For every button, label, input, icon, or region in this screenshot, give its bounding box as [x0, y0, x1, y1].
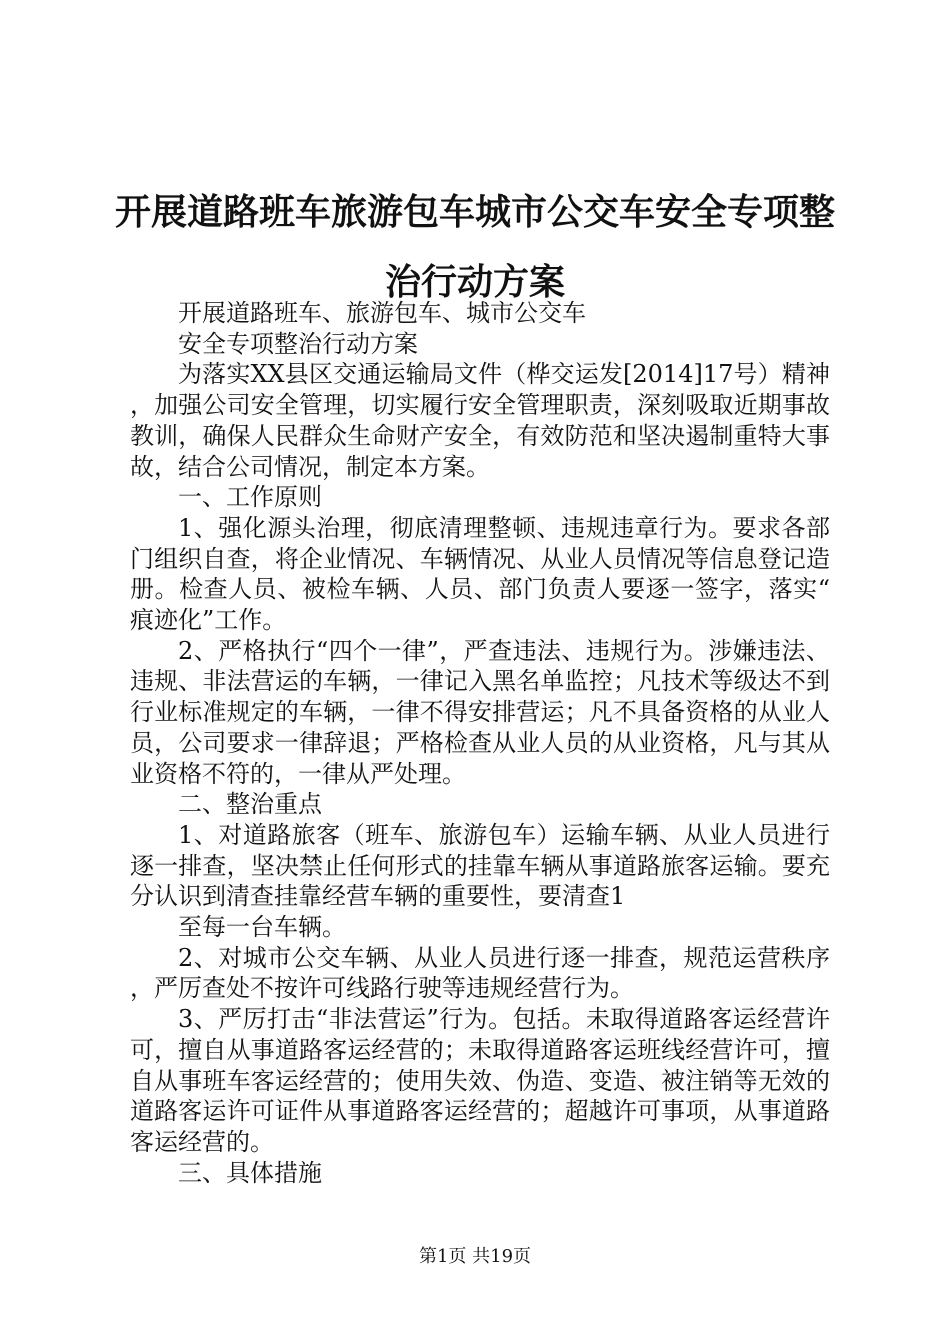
- intro-paragraph: 为落实XX县区交通运输局文件（桦交运发[2014]17号）精神，加强公司安全管理，切实履行安全管理职责，深刻吸取近期事故教训，确保人民群众生命财产安全，有效防范和坚决遏制重特大事故，结合公司情况，制定本方案。: [130, 360, 830, 481]
- section-heading-principles: 一、工作原则: [178, 483, 322, 512]
- subtitle-line-1: 开展道路班车、旅游包车、城市公交车: [178, 299, 586, 327]
- focus-paragraph-1: 1、对道路旅客（班车、旅游包车）运输车辆、从业人员进行逐一排查，坚决禁止任何形式的挂靠车辆从事道路旅客运输。要充分认识到清查挂靠经营车辆的重要性，要清查1: [130, 820, 830, 911]
- section-heading-measures: 三、具体措施: [178, 1158, 322, 1187]
- focus-paragraph-3: 3、严厉打击“非法营运”行为。包括。未取得道路客运经营许可，擅自从事道路客运经营的；未取得道路客运班线经营许可，擅自从事班车客运经营的；使用失效、伪造、变造、被注销等无效的道路客运许可证件从事道路客运经营的；超越许可事项，从事道路客运经营的。: [130, 1005, 830, 1156]
- subtitle-line-2: 安全专项整治行动方案: [178, 329, 418, 358]
- title-line-2: 治行动方案: [384, 262, 565, 303]
- title-line-1: 开展道路班车旅游包车城市公交车安全专项整: [114, 192, 835, 233]
- section-heading-focus: 二、整治重点: [178, 790, 322, 819]
- page-number-footer: 第1页 共19页: [418, 1246, 532, 1267]
- document-title: [100, 178, 850, 318]
- document-body: [130, 298, 830, 1188]
- focus-paragraph-2: 2、对城市公交车辆、从业人员进行逐一排查，规范运营秩序，严厉查处不按许可线路行驶等违规经营行为。: [130, 943, 830, 1003]
- principle-paragraph-1: 1、强化源头治理，彻底清理整顿、违规违章行为。要求各部门组织自查，将企业情况、车辆情况、从业人员情况等信息登记造册。检查人员、被检车辆、人员、部门负责人要逐一签字，落实“痕迹化”工作。: [130, 513, 830, 635]
- focus-paragraph-1-continued: 至每一台车辆。: [178, 913, 346, 942]
- principle-paragraph-2: 2、严格执行“四个一律”，严查违法、违规行为。涉嫌违法、违规、非法营运的车辆，一律记入黑名单监控；凡技术等级达不到行业标准规定的车辆，一律不得安排营运；凡不具备资格的从业人员，公司要求一律辞退；严格检查从业人员的从业资格，凡与其从业资格不符的，一律从严处理。: [130, 636, 830, 788]
